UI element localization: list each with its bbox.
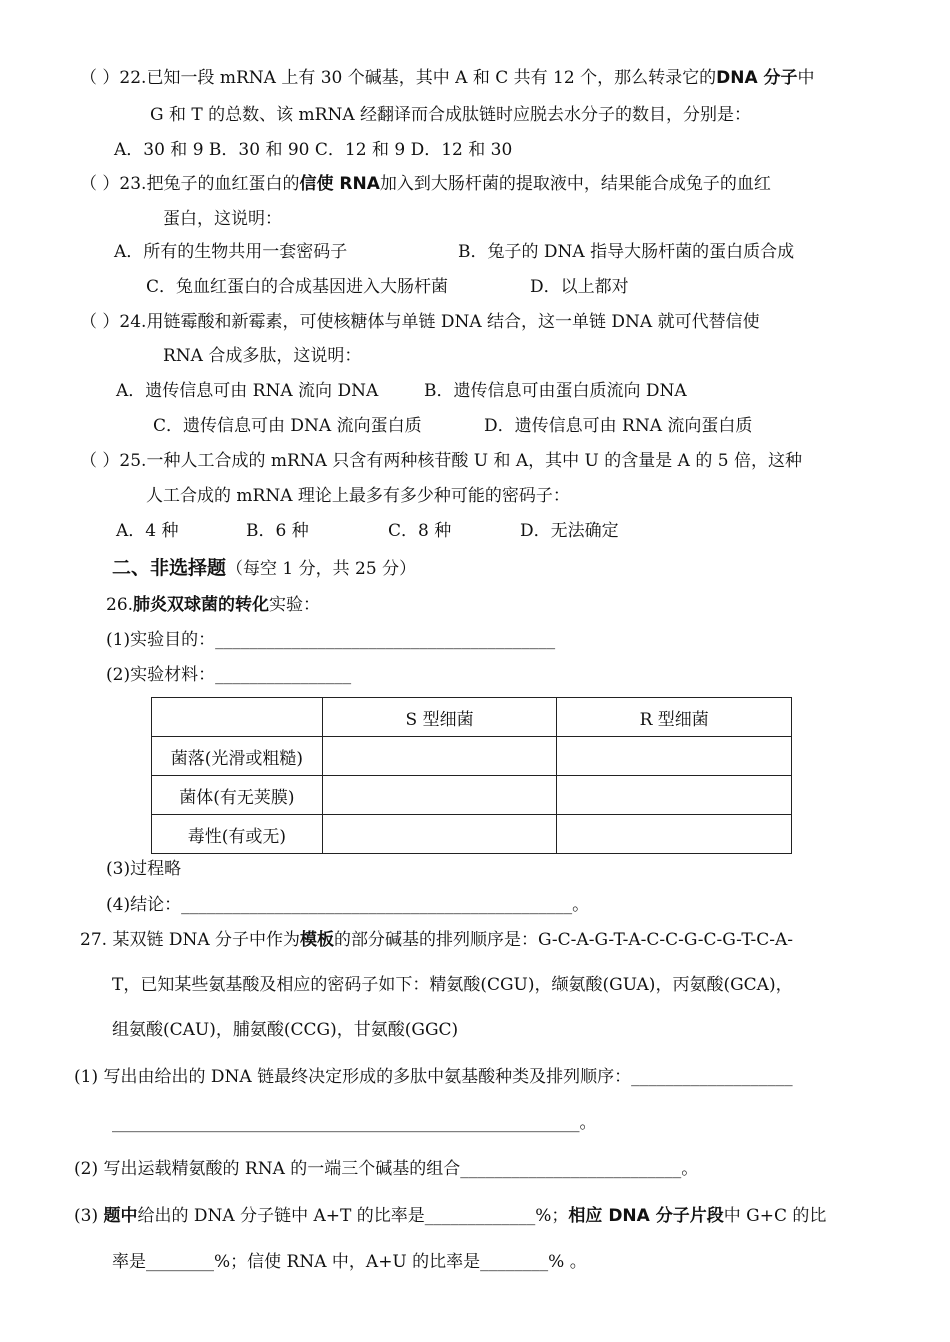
q23-line1-bold: 信使 RNA [299, 174, 380, 194]
q24-option-a: A．遗传信息可由 RNA 流向 DNA [116, 381, 379, 401]
q23-option-b: B．兔子的 DNA 指导大肠杆菌的蛋白质合成 [458, 242, 795, 262]
q23-option-c: C．兔血红蛋白的合成基因进入大肠杆菌 [146, 277, 449, 297]
table-cell-blank[interactable] [557, 737, 792, 776]
q23-option-a: A．所有的生物共用一套密码子 [114, 242, 348, 262]
q27-line3: 组氨酸(CAU)，脯氨酸(CCG)，甘氨酸(GGC) [112, 1020, 459, 1040]
q27-sub3-mid: 给出的 DNA 分子链中 A+T 的比率是_____________%； [137, 1206, 569, 1226]
q27-line2: T，已知某些氨基酸及相应的密码子如下：精氨酸(CGU)，缬氨酸(GUA)，丙氨酸(GCA)， [112, 975, 793, 995]
bacteria-table [151, 697, 792, 854]
q25-option-c: C．8 种 [388, 521, 452, 541]
table-header-cell [152, 698, 323, 737]
q26-item4: (4)结论：______________________________________________。 [106, 895, 590, 915]
q27-sub1-line2: _______________________________________________________。 [112, 1113, 597, 1133]
table-row [152, 776, 792, 815]
table-row [152, 815, 792, 854]
table-header-row [152, 698, 792, 737]
table-cell-blank[interactable] [322, 815, 557, 854]
q25-option-a: A．4 种 [116, 521, 179, 541]
table-cell-blank[interactable] [557, 815, 792, 854]
q27-line1-post: 的部分碱基的排列顺序是：G-C-A-G-T-A-C-C-G-C-G-T-C-A- [334, 930, 793, 950]
q23-line2: 蛋白，这说明： [163, 209, 282, 229]
table-row [152, 737, 792, 776]
q25-option-b: B．6 种 [246, 521, 309, 541]
q27-line1-bold: 模板 [300, 930, 335, 950]
q27-sub2: (2) 写出运载精氨酸的 RNA 的一端三个碱基的组合__________________________。 [74, 1159, 699, 1179]
q24-option-d: D．遗传信息可由 RNA 流向蛋白质 [484, 416, 753, 436]
table-header-cell: R 型细菌 [557, 698, 792, 737]
q22-line1-text: （ ）22.已知一段 mRNA 上有 30 个碱基，其中 A 和 C 共有 12 个，那么转录它的 [80, 68, 717, 88]
q26-title-bold: 肺炎双球菌的转化 [133, 595, 270, 615]
q26-title [106, 593, 320, 617]
q24-line1: （ ）24.用链霉酸和新霉素，可使核糖体与单链 DNA 结合，这一单链 DNA 就可代替信使 [80, 312, 760, 332]
section2-note: （每空 1 分，共 25 分） [226, 559, 417, 579]
q27-line1-pre: 27. 某双链 DNA 分子中作为 [80, 930, 301, 950]
q23-option-d: D．以上都对 [530, 277, 629, 297]
q23-line1 [80, 172, 771, 196]
q27-sub3-bold1: 题中 [103, 1206, 138, 1226]
q22-line1-end: 中 [797, 68, 815, 88]
q24-option-b: B．遗传信息可由蛋白质流向 DNA [424, 381, 687, 401]
q27-sub3-post: 中 G+C 的比 [723, 1206, 827, 1226]
table-cell-blank[interactable] [322, 737, 557, 776]
table-row-label: 菌体(有无荚膜) [152, 776, 323, 815]
q23-line1-post: 加入到大肠杆菌的提取液中，结果能合成兔子的血红 [379, 174, 771, 194]
q27-sub1-line1: (1) 写出由给出的 DNA 链最终决定形成的多肽中氨基酸种类及排列顺序：___________________ [74, 1067, 793, 1087]
table-cell-blank[interactable] [557, 776, 792, 815]
q23-line1-pre: （ ）23.把兔子的血红蛋白的 [80, 174, 300, 194]
q22-options: A．30 和 9 B．30 和 90 C．12 和 9 D．12 和 30 [114, 140, 513, 160]
q25-option-d: D．无法确定 [520, 521, 619, 541]
q27-line1 [80, 928, 793, 952]
q22-line1-bold: DNA 分子 [716, 68, 798, 88]
table-row-label: 菌落(光滑或粗糙) [152, 737, 323, 776]
q26-title-end: 实验： [269, 595, 321, 615]
q26-item1: (1)实验目的：________________________________________ [106, 630, 556, 650]
q25-line2: 人工合成的 mRNA 理论上最多有多少种可能的密码子： [146, 486, 570, 506]
section2-heading [112, 556, 416, 581]
q22-line2: G 和 T 的总数、该 mRNA 经翻译而合成肽链时应脱去水分子的数目，分别是： [150, 105, 752, 125]
table-cell-blank[interactable] [322, 776, 557, 815]
q25-line1: （ ）25.一种人工合成的 mRNA 只含有两种核苷酸 U 和 A，其中 U 的含量是 A 的 5 倍，这种 [80, 451, 802, 471]
q26-item2: (2)实验材料：________________ [106, 665, 352, 685]
q26-title-num: 26. [106, 595, 134, 615]
q26-item3: (3)过程略 [106, 859, 182, 879]
q27-sub3 [74, 1204, 826, 1228]
q27-sub3-line2: 率是________%；信使 RNA 中，A+U 的比率是________% 。 [112, 1252, 587, 1272]
q22-line1 [80, 66, 815, 90]
q27-sub3-bold2: 相应 DNA 分子片段 [568, 1206, 724, 1226]
q24-option-c: C．遗传信息可由 DNA 流向蛋白质 [153, 416, 422, 436]
q24-line2: RNA 合成多肽，这说明： [163, 346, 362, 366]
table-header-cell: S 型细菌 [322, 698, 557, 737]
table-row-label: 毒性(有或无) [152, 815, 323, 854]
section2-title: 二、非选择题 [112, 557, 227, 579]
q27-sub3-pre: (3) [74, 1206, 104, 1226]
